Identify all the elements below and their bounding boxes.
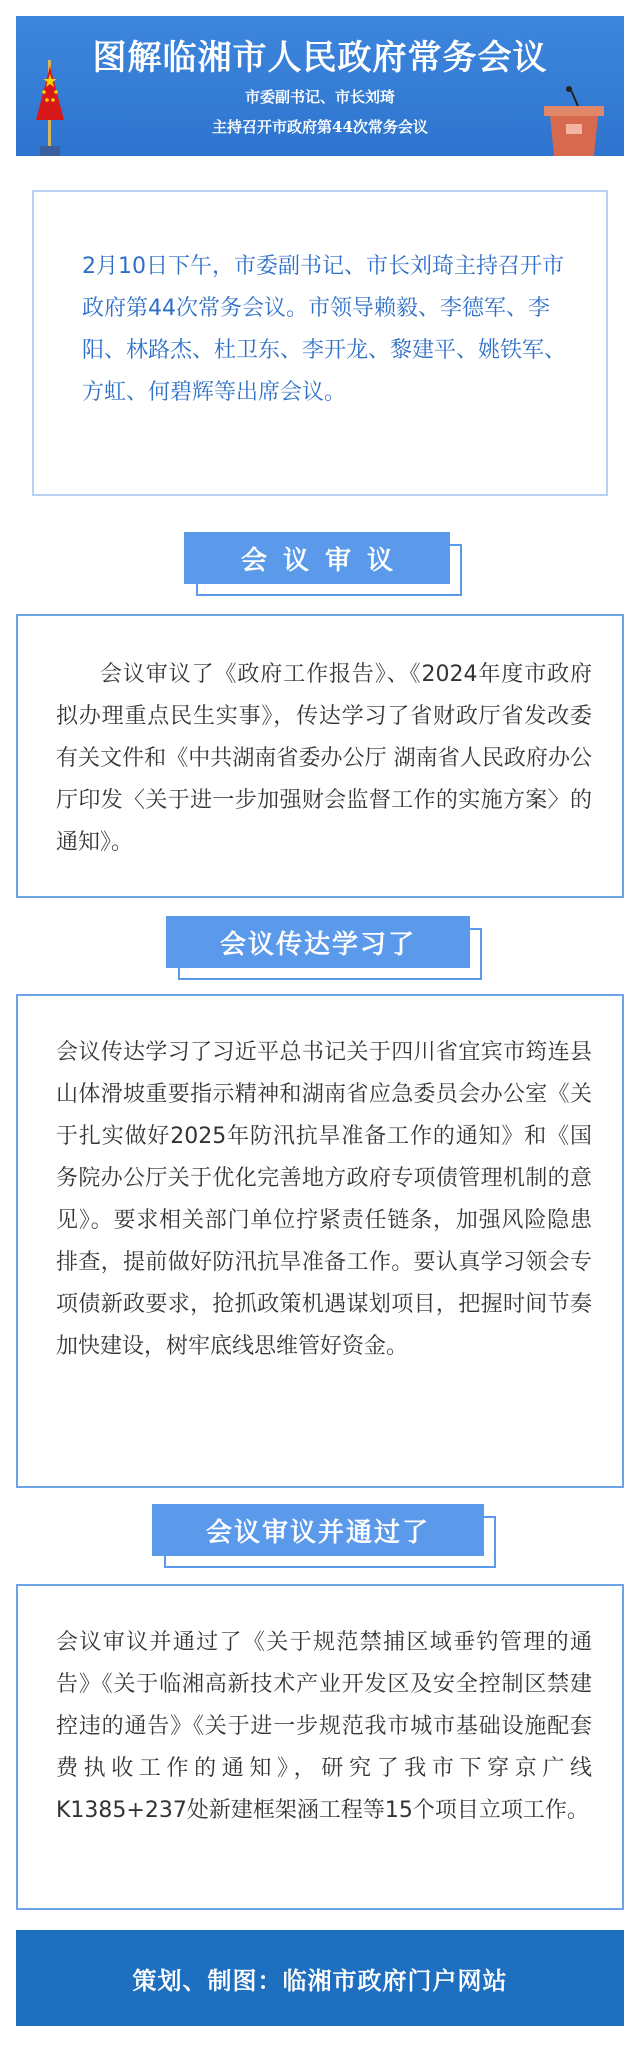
section-text-review: 会议审议了《政府工作报告》、《2024年度市政府拟办理重点民生实事》，传达学习了省财政厅省发改委有关文件和《中共湖南省委办公厅 湖南省人民政府办公厅印发〈关于进一步加强财会监督工作的实施方案〉的通知》。 xyxy=(56,662,592,855)
intro-text: 2月10日下午，市委副书记、市长刘琦主持召开市政府第44次常务会议。市领导赖毅、李德军、李阳、林路杰、杜卫东、李开龙、黎建平、姚铁军、方虹、何碧辉等出席会议。 xyxy=(82,254,567,405)
section-heading-label: 会议审议 xyxy=(184,532,450,584)
section-heading-study xyxy=(166,916,470,968)
section-box-approve xyxy=(16,1584,624,1910)
section-box-study xyxy=(16,994,624,1488)
section-heading-label: 会议传达学习了 xyxy=(166,916,470,968)
page-title: 图解临湘市人民政府常务会议 xyxy=(92,38,548,78)
banner-subtitle-2: 主持召开市政府第44次常务会议 xyxy=(212,118,428,136)
intro-box xyxy=(32,190,608,496)
footer-credit: 策划、制图：临湘市政府门户网站 xyxy=(16,1930,624,2026)
section-box-review xyxy=(16,614,624,898)
banner-subtitle-1: 市委副书记、市长刘琦 xyxy=(244,88,395,106)
section-text-study: 会议传达学习了习近平总书记关于四川省宜宾市筠连县山体滑坡重要指示精神和湖南省应急委员会办公室《关于扎实做好2025年防汛抗旱准备工作的通知》和《国务院办公厅关于优化完善地方政府专项债管理机制的意见》。要求相关部门单位拧紧责任链条，加强风险隐患排查，提前做好防汛抗旱准备工作。要认真学习领会专项债新政要求，抢抓政策机遇谋划项目，把握时间节奏加快建设，树牢底线思维管好资金。 xyxy=(56,1040,592,1359)
section-heading-approve xyxy=(152,1504,484,1556)
section-heading-review xyxy=(184,532,450,584)
podium-icon xyxy=(538,86,610,156)
section-heading-label: 会议审议并通过了 xyxy=(152,1504,484,1556)
header-banner xyxy=(16,16,624,156)
section-text-approve: 会议审议并通过了《关于规范禁捕区域垂钓管理的通告》《关于临湘高新技术产业开发区及安全控制区禁建控违的通告》《关于进一步规范我市城市基础设施配套费执收工作的通知》，研究了我市下穿京广线K1385+237处新建框架涵工程等15个项目立项工作。 xyxy=(56,1630,592,1823)
